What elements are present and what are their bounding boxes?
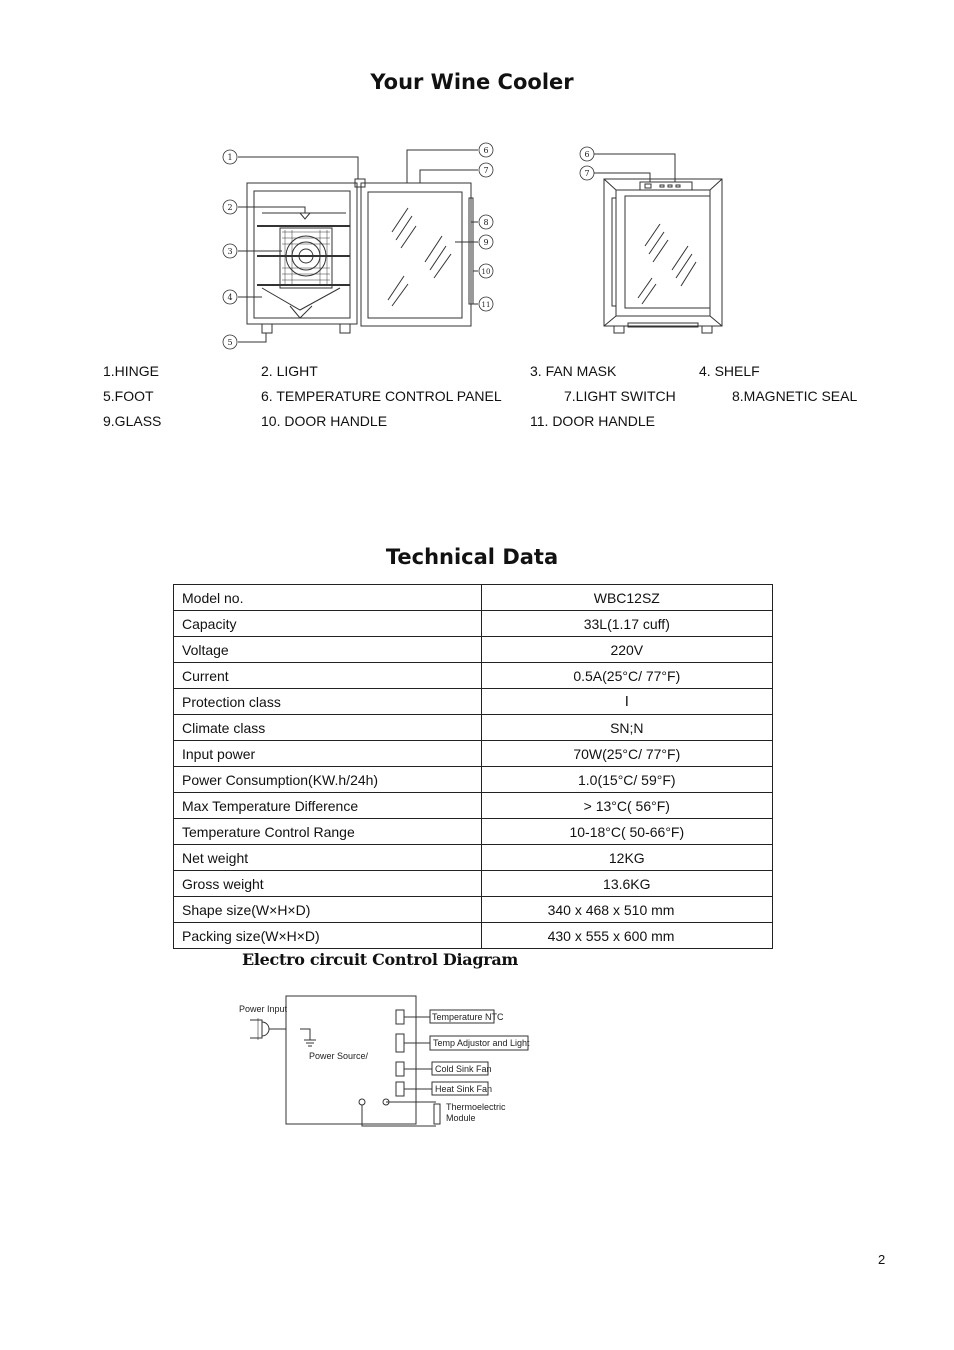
output-temp-adjustor: Temp Adjustor and Light <box>433 1038 530 1048</box>
power-source-label: Power Source/ <box>309 1051 369 1061</box>
spec-label: Temperature Control Range <box>174 819 482 845</box>
page-number: 2 <box>878 1252 886 1267</box>
power-input-label: Power Input <box>239 1004 288 1014</box>
callout-6: 6 <box>483 146 489 155</box>
table-row <box>174 819 773 845</box>
callout-3: 3 <box>227 247 233 256</box>
table-row <box>174 845 773 871</box>
module-label-line2: Module <box>446 1113 476 1123</box>
spec-value: 13.6KG <box>481 871 772 897</box>
spec-value: 340 x 468 x 510 mm <box>481 897 772 923</box>
output-temperature-ntc: Temperature NTC <box>432 1012 504 1022</box>
spec-label: Model no. <box>174 585 482 611</box>
spec-value: SN;N <box>481 715 772 741</box>
table-row <box>174 663 773 689</box>
open-cooler-diagram <box>0 0 954 360</box>
spec-label: Current <box>174 663 482 689</box>
spec-label: Capacity <box>174 611 482 637</box>
callout-9: 9 <box>483 238 489 247</box>
spec-value: 0.5A(25°C/ 77°F) <box>481 663 772 689</box>
part-light: 2. LIGHT <box>261 363 318 379</box>
spec-value: 12KG <box>481 845 772 871</box>
callout-8: 8 <box>483 218 489 227</box>
circuit-diagram <box>0 990 954 1190</box>
section-title-technical-data: Technical Data <box>385 545 559 569</box>
output-heat-sink-fan: Heat Sink Fan <box>435 1084 493 1094</box>
spec-value: > 13°C( 56°F) <box>481 793 772 819</box>
table-row <box>174 715 773 741</box>
callout-10: 10 <box>481 268 491 276</box>
spec-label: Protection class <box>174 689 482 715</box>
table-row <box>174 637 773 663</box>
part-magnetic-seal: 8.MAGNETIC SEAL <box>732 388 858 404</box>
circuit-diagram-title: Electro circuit Control Diagram <box>242 950 519 969</box>
callout-1: 1 <box>227 153 233 162</box>
part-glass: 9.GLASS <box>103 413 162 429</box>
spec-value: 220V <box>481 637 772 663</box>
part-temp-panel: 6. TEMPERATURE CONTROL PANEL <box>261 388 502 404</box>
callout-6-front: 6 <box>584 150 590 159</box>
table-row <box>174 611 773 637</box>
table-row <box>174 767 773 793</box>
spec-label: Gross weight <box>174 871 482 897</box>
spec-label: Packing size(W×H×D) <box>174 923 482 949</box>
callout-5: 5 <box>227 338 233 347</box>
table-row <box>174 689 773 715</box>
spec-value: 33L(1.17 cuff) <box>481 611 772 637</box>
callout-4: 4 <box>227 293 233 302</box>
part-hinge: 1.HINGE <box>103 363 160 379</box>
part-shelf: 4. SHELF <box>699 363 760 379</box>
callout-7-front: 7 <box>584 169 590 178</box>
callout-11: 11 <box>481 301 491 309</box>
callout-7: 7 <box>483 166 489 175</box>
spec-value: 1.0(15°C/ 59°F) <box>481 767 772 793</box>
table-row <box>174 897 773 923</box>
table-row <box>174 793 773 819</box>
spec-label: Shape size(W×H×D) <box>174 897 482 923</box>
output-cold-sink-fan: Cold Sink Fan <box>435 1064 492 1074</box>
part-light-switch: 7.LIGHT SWITCH <box>564 388 676 404</box>
table-row <box>174 923 773 949</box>
spec-label: Input power <box>174 741 482 767</box>
spec-label: Net weight <box>174 845 482 871</box>
spec-label: Climate class <box>174 715 482 741</box>
spec-value: 10-18°C( 50-66°F) <box>481 819 772 845</box>
part-foot: 5.FOOT <box>103 388 154 404</box>
spec-label: Power Consumption(KW.h/24h) <box>174 767 482 793</box>
spec-value: Ⅰ <box>481 689 772 715</box>
table-row <box>174 741 773 767</box>
spec-value: WBC12SZ <box>481 585 772 611</box>
section-title-wine-cooler: Your Wine Cooler <box>370 70 574 94</box>
callout-2: 2 <box>227 203 233 212</box>
technical-data-table <box>173 584 773 949</box>
spec-label: Max Temperature Difference <box>174 793 482 819</box>
module-label-line1: Thermoelectric <box>446 1102 506 1112</box>
part-fan-mask: 3. FAN MASK <box>530 363 617 379</box>
table-row <box>174 871 773 897</box>
spec-value: 430 x 555 x 600 mm <box>481 923 772 949</box>
spec-label: Voltage <box>174 637 482 663</box>
spec-value: 70W(25°C/ 77°F) <box>481 741 772 767</box>
part-door-handle-10: 10. DOOR HANDLE <box>261 413 388 429</box>
table-row <box>174 585 773 611</box>
part-door-handle-11: 11. DOOR HANDLE <box>530 413 655 429</box>
